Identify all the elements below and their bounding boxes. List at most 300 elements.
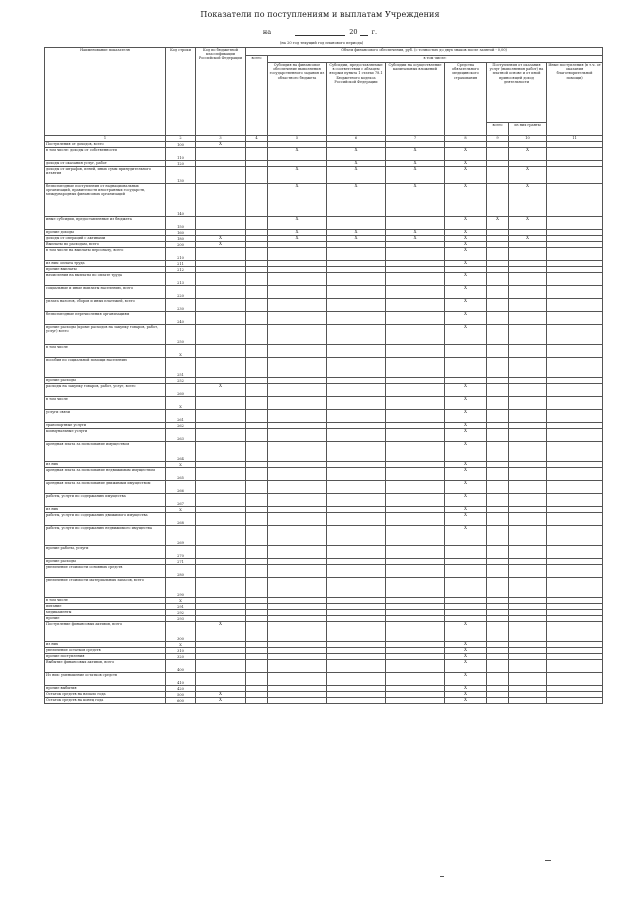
row-name: работы, услуги по содержанию движимого имущества <box>45 513 166 526</box>
row-code: 400 <box>166 660 196 673</box>
value-cell <box>487 325 509 345</box>
value-cell <box>246 578 268 598</box>
value-cell <box>246 325 268 345</box>
value-cell <box>487 248 509 261</box>
value-cell <box>547 358 603 378</box>
not-applicable-mark: X <box>196 692 246 698</box>
value-cell <box>246 217 268 230</box>
table-row <box>45 526 603 546</box>
value-cell <box>386 565 445 578</box>
value-cell <box>445 578 487 598</box>
value-cell <box>268 286 327 299</box>
row-name: иные субсидии, предоставленные из бюджета <box>45 217 166 230</box>
value-cell <box>547 410 603 423</box>
not-applicable-mark: X <box>327 161 386 167</box>
value-cell <box>196 468 246 481</box>
value-cell <box>246 494 268 507</box>
not-applicable-mark: X <box>327 148 386 161</box>
value-cell <box>327 248 386 261</box>
row-name: медикаменты <box>45 610 166 616</box>
table-row <box>45 578 603 598</box>
value-cell <box>509 526 547 546</box>
not-applicable-mark: X <box>268 217 327 230</box>
value-cell <box>268 698 327 704</box>
row-code: 150 <box>166 217 196 230</box>
value-cell <box>196 397 246 410</box>
value-cell <box>547 397 603 410</box>
not-applicable-mark: X <box>196 236 246 242</box>
table-row <box>45 345 603 358</box>
value-cell <box>196 248 246 261</box>
row-name: транспортные услуги <box>45 423 166 429</box>
value-cell <box>509 325 547 345</box>
value-cell <box>386 299 445 312</box>
value-cell <box>196 312 246 325</box>
value-cell <box>509 345 547 358</box>
value-cell <box>246 384 268 397</box>
not-applicable-mark: X <box>268 167 327 184</box>
not-applicable-mark: X <box>445 273 487 286</box>
value-cell <box>487 273 509 286</box>
row-name: Выбытие финансовых активов, всего <box>45 660 166 673</box>
value-cell <box>487 384 509 397</box>
value-cell <box>386 429 445 442</box>
table-row <box>45 622 603 642</box>
value-cell <box>547 312 603 325</box>
row-code: 266 <box>166 481 196 494</box>
value-cell <box>386 358 445 378</box>
value-cell <box>327 468 386 481</box>
table-row <box>45 481 603 494</box>
value-cell <box>386 273 445 286</box>
value-cell <box>246 345 268 358</box>
value-cell <box>509 698 547 704</box>
value-cell <box>509 273 547 286</box>
table-row <box>45 698 603 704</box>
value-cell <box>386 442 445 462</box>
date-blank <box>295 28 345 36</box>
column-number: 5 <box>268 136 327 142</box>
row-code: 200 <box>166 242 196 248</box>
value-cell <box>386 578 445 598</box>
table-row <box>45 384 603 397</box>
value-cell <box>509 481 547 494</box>
row-name: прочие выбытия <box>45 686 166 692</box>
value-cell <box>509 468 547 481</box>
value-cell <box>268 546 327 559</box>
column-number: 1 <box>45 136 166 142</box>
value-cell <box>445 345 487 358</box>
row-code: 160 <box>166 230 196 236</box>
row-name: арендная плата за пользование движимым имуществом <box>45 481 166 494</box>
not-applicable-mark: X <box>445 384 487 397</box>
not-applicable-mark: X <box>445 513 487 526</box>
not-applicable-mark: X <box>445 442 487 462</box>
value-cell <box>487 513 509 526</box>
value-cell <box>386 660 445 673</box>
value-cell <box>509 299 547 312</box>
head-col10: из них гранты <box>509 123 547 136</box>
table-row <box>45 248 603 261</box>
not-applicable-mark: X <box>386 236 445 242</box>
head-name: Наименование показателя <box>45 48 166 136</box>
value-cell <box>386 384 445 397</box>
not-applicable-mark: X <box>196 142 246 148</box>
value-cell <box>268 248 327 261</box>
row-code: 260 <box>166 384 196 397</box>
row-name: Остаток средств на конец года <box>45 698 166 704</box>
not-applicable-mark: X <box>445 686 487 692</box>
row-name: работы, услуги по содержанию имущества <box>45 494 166 507</box>
table-row <box>45 513 603 526</box>
row-code: 300 <box>166 622 196 642</box>
value-cell <box>196 494 246 507</box>
row-name: прочие выплаты <box>45 267 166 273</box>
not-applicable-mark: X <box>509 217 547 230</box>
row-name: прочие поступления <box>45 654 166 660</box>
not-applicable-mark: X <box>386 184 445 217</box>
table-row <box>45 358 603 378</box>
row-name: расходы на закупку товаров, работ, услуг, всего <box>45 384 166 397</box>
table-row <box>45 494 603 507</box>
value-cell <box>386 345 445 358</box>
value-cell <box>327 622 386 642</box>
value-cell <box>327 698 386 704</box>
row-name: в том числе <box>45 397 166 410</box>
value-cell <box>196 673 246 686</box>
row-name: в том числе <box>45 598 166 604</box>
value-cell <box>196 273 246 286</box>
value-cell <box>386 698 445 704</box>
row-code: X <box>166 598 196 604</box>
value-cell <box>547 513 603 526</box>
value-cell <box>246 698 268 704</box>
row-code: X <box>166 345 196 358</box>
value-cell <box>547 299 603 312</box>
column-number: 6 <box>327 136 386 142</box>
table-row <box>45 184 603 217</box>
row-code: 220 <box>166 286 196 299</box>
value-cell <box>487 167 509 184</box>
row-name: доходы от операций с активами <box>45 236 166 242</box>
value-cell <box>327 358 386 378</box>
value-cell <box>509 248 547 261</box>
value-cell <box>547 698 603 704</box>
row-name: из них: оплата труда <box>45 261 166 267</box>
not-applicable-mark: X <box>445 248 487 261</box>
not-applicable-mark: X <box>386 148 445 161</box>
value-cell <box>547 286 603 299</box>
table-row <box>45 673 603 686</box>
not-applicable-mark: X <box>445 236 487 242</box>
head-col9: всего <box>487 123 509 136</box>
year-blank <box>360 28 368 36</box>
row-code: 293 <box>166 616 196 622</box>
value-cell <box>547 660 603 673</box>
row-name: услуги связи <box>45 410 166 423</box>
head-line-code: Код строки <box>166 48 196 136</box>
value-cell <box>246 513 268 526</box>
value-cell <box>487 410 509 423</box>
value-cell <box>246 299 268 312</box>
table-row <box>45 148 603 161</box>
not-applicable-mark: X <box>445 299 487 312</box>
value-cell <box>196 546 246 559</box>
row-name: начисления на выплаты по оплате труда <box>45 273 166 286</box>
value-cell <box>547 546 603 559</box>
row-name: увеличение остатков средств <box>45 648 166 654</box>
row-code: 261 <box>166 410 196 423</box>
value-cell <box>196 358 246 378</box>
value-cell <box>386 312 445 325</box>
row-code: X <box>166 642 196 648</box>
value-cell <box>246 565 268 578</box>
row-name: прочие расходы <box>45 559 166 565</box>
row-name: социальные и иные выплаты населению, всего <box>45 286 166 299</box>
row-name: Из них: уменьшение остатков средств <box>45 673 166 686</box>
value-cell <box>246 622 268 642</box>
value-cell <box>246 673 268 686</box>
value-cell <box>196 513 246 526</box>
value-cell <box>386 481 445 494</box>
row-name: из них <box>45 462 166 468</box>
row-name: арендная плата за пользование имуществом <box>45 442 166 462</box>
not-applicable-mark: X <box>268 184 327 217</box>
head-budget-code: Код по бюджетной классификации Российской Федерации <box>196 48 246 136</box>
not-applicable-mark: X <box>268 230 327 236</box>
row-code: 250 <box>166 325 196 345</box>
value-cell <box>268 673 327 686</box>
value-cell <box>246 546 268 559</box>
value-cell <box>509 513 547 526</box>
year-prefix: 20 <box>349 28 358 36</box>
row-code: 265 <box>166 468 196 481</box>
value-cell <box>487 148 509 161</box>
not-applicable-mark: X <box>386 230 445 236</box>
row-name: из них <box>45 642 166 648</box>
value-cell <box>327 429 386 442</box>
table-row <box>45 273 603 286</box>
value-cell <box>509 312 547 325</box>
row-name: прочие расходы <box>45 378 166 384</box>
value-cell <box>445 358 487 378</box>
value-cell <box>547 345 603 358</box>
not-applicable-mark: X <box>445 494 487 507</box>
not-applicable-mark: X <box>445 526 487 546</box>
not-applicable-mark: X <box>196 384 246 397</box>
value-cell <box>196 410 246 423</box>
value-cell <box>246 273 268 286</box>
value-cell <box>268 513 327 526</box>
row-name: увеличение стоимости основных средств <box>45 565 166 578</box>
row-name: в том числе <box>45 345 166 358</box>
row-code: 263 <box>166 429 196 442</box>
not-applicable-mark: X <box>445 397 487 410</box>
value-cell <box>327 442 386 462</box>
head-volume: Объем финансового обеспечения, руб. (с точностью до двух знаков после запятой - 0,00) <box>246 48 603 56</box>
row-code: 240 <box>166 312 196 325</box>
value-cell <box>509 358 547 378</box>
head-total: всего <box>246 56 268 136</box>
row-code: 251 <box>166 358 196 378</box>
row-code: 210 <box>166 248 196 261</box>
row-code: 500 <box>166 692 196 698</box>
row-name: прочие доходы <box>45 230 166 236</box>
row-name: коммунальные услуги <box>45 429 166 442</box>
value-cell <box>386 546 445 559</box>
value-cell <box>268 622 327 642</box>
value-cell <box>327 481 386 494</box>
not-applicable-mark: X <box>445 648 487 654</box>
row-name: в том числе на выплаты персоналу, всего <box>45 248 166 261</box>
row-code: 600 <box>166 698 196 704</box>
not-applicable-mark: X <box>445 312 487 325</box>
value-cell <box>487 397 509 410</box>
value-cell <box>196 286 246 299</box>
value-cell <box>509 660 547 673</box>
margin-mark <box>440 876 444 877</box>
table-row <box>45 410 603 423</box>
value-cell <box>487 526 509 546</box>
value-cell <box>547 273 603 286</box>
value-cell <box>509 397 547 410</box>
not-applicable-mark: X <box>445 325 487 345</box>
value-cell <box>487 622 509 642</box>
value-cell <box>196 442 246 462</box>
row-code: 268 <box>166 513 196 526</box>
table-row <box>45 660 603 673</box>
head-col7: Субсидии на осуществление капитальных вложений <box>386 63 445 136</box>
value-cell <box>509 384 547 397</box>
income-expense-table <box>44 47 603 704</box>
value-cell <box>547 167 603 184</box>
value-cell <box>547 468 603 481</box>
value-cell <box>487 546 509 559</box>
value-cell <box>547 526 603 546</box>
row-name: прочие работы, услуги <box>45 546 166 559</box>
value-cell <box>246 286 268 299</box>
value-cell <box>487 345 509 358</box>
row-code: 262 <box>166 423 196 429</box>
value-cell <box>386 468 445 481</box>
value-cell <box>487 698 509 704</box>
row-name: Выплаты по расходам, всего <box>45 242 166 248</box>
value-cell <box>327 273 386 286</box>
value-cell <box>327 286 386 299</box>
value-cell <box>327 565 386 578</box>
value-cell <box>268 494 327 507</box>
value-cell <box>487 312 509 325</box>
value-cell <box>509 429 547 442</box>
head-col11: Иные поступления (в т.ч. от оказания благотворительной помощи) <box>547 63 603 136</box>
value-cell <box>327 325 386 345</box>
not-applicable-mark: X <box>445 161 487 167</box>
value-cell <box>547 325 603 345</box>
head-col8: Средства обязательного медицинского страхования <box>445 63 487 136</box>
column-number: 3 <box>196 136 246 142</box>
row-code: 410 <box>166 673 196 686</box>
not-applicable-mark: X <box>268 236 327 242</box>
table-row <box>45 429 603 442</box>
page-title: Показатели по поступлениям и выплатам Учреждения <box>200 10 440 19</box>
row-name: Поступление финансовых активов, всего <box>45 622 166 642</box>
value-cell <box>327 299 386 312</box>
not-applicable-mark: X <box>386 161 445 167</box>
value-cell <box>386 526 445 546</box>
row-code: 269 <box>166 526 196 546</box>
value-cell <box>327 513 386 526</box>
table-row <box>45 546 603 559</box>
value-cell <box>445 546 487 559</box>
value-cell <box>246 184 268 217</box>
value-cell <box>246 442 268 462</box>
row-code: 180 <box>166 236 196 242</box>
value-cell <box>268 384 327 397</box>
value-cell <box>196 299 246 312</box>
not-applicable-mark: X <box>196 242 246 248</box>
row-code: 230 <box>166 299 196 312</box>
value-cell <box>268 468 327 481</box>
table-row <box>45 442 603 462</box>
value-cell <box>246 410 268 423</box>
value-cell <box>547 148 603 161</box>
value-cell <box>268 410 327 423</box>
value-cell <box>509 673 547 686</box>
on-label: на <box>262 28 272 36</box>
row-code: 140 <box>166 184 196 217</box>
value-cell <box>487 673 509 686</box>
value-cell <box>509 286 547 299</box>
value-cell <box>386 397 445 410</box>
value-cell <box>547 217 603 230</box>
column-number: 8 <box>445 136 487 142</box>
value-cell <box>268 345 327 358</box>
row-name: Поступления от доходов, всего <box>45 142 166 148</box>
not-applicable-mark: X <box>487 217 509 230</box>
value-cell <box>487 286 509 299</box>
row-code: 291 <box>166 604 196 610</box>
row-name: доходы от оказания услуг, работ <box>45 161 166 167</box>
value-cell <box>196 526 246 546</box>
value-cell <box>487 468 509 481</box>
row-name: из них <box>45 507 166 513</box>
table-row <box>45 217 603 230</box>
not-applicable-mark: X <box>327 230 386 236</box>
value-cell <box>268 429 327 442</box>
value-cell <box>246 481 268 494</box>
value-cell <box>246 660 268 673</box>
column-number: 2 <box>166 136 196 142</box>
value-cell <box>196 325 246 345</box>
year-suffix: г. <box>371 28 378 36</box>
value-cell <box>196 660 246 673</box>
value-cell <box>327 526 386 546</box>
value-cell <box>547 578 603 598</box>
value-cell <box>487 429 509 442</box>
value-cell <box>268 325 327 345</box>
not-applicable-mark: X <box>445 242 487 248</box>
not-applicable-mark: X <box>445 261 487 267</box>
table-row <box>45 312 603 325</box>
row-name: в том числе: доходы от собственности <box>45 148 166 161</box>
value-cell <box>246 468 268 481</box>
row-code: X <box>166 507 196 513</box>
table-row <box>45 468 603 481</box>
value-cell <box>386 513 445 526</box>
value-cell <box>327 546 386 559</box>
head-col5: Субсидия на финансовое обеспечение выполнения государственного задания из областного бюджета <box>268 63 327 136</box>
table-row <box>45 167 603 184</box>
